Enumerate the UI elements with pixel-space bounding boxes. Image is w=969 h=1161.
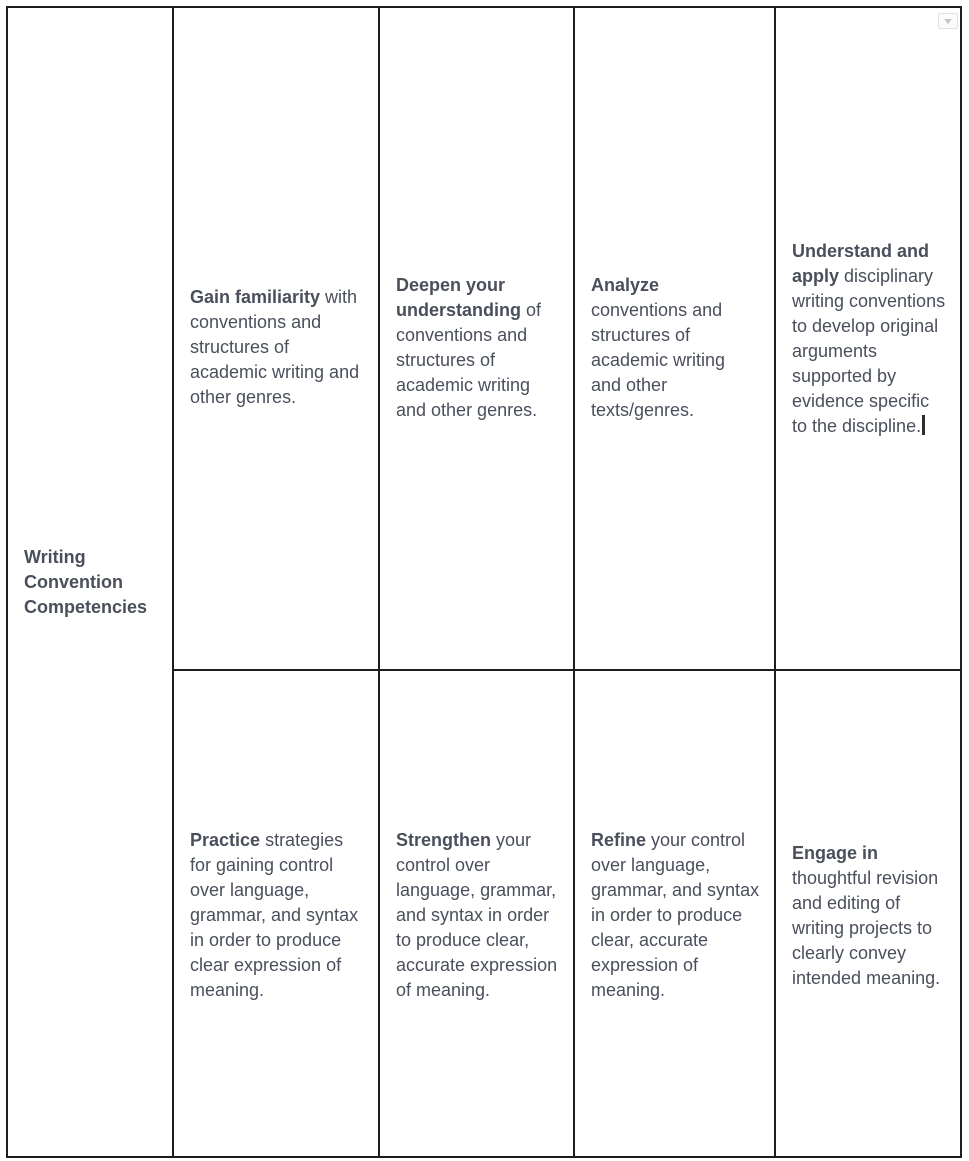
table-cell[interactable]	[775, 670, 961, 1157]
row-header-cell[interactable]	[7, 7, 173, 1157]
table-row	[7, 7, 961, 670]
table-cell[interactable]	[173, 670, 379, 1157]
text-caret	[922, 415, 925, 435]
cell-menu-button[interactable]	[938, 13, 958, 29]
table-cell[interactable]	[574, 7, 775, 670]
table-cell[interactable]	[379, 670, 574, 1157]
table-cell[interactable]	[574, 670, 775, 1157]
cell-text: disciplinary writing conventions to develop original arguments supported by evidence specific to the discipline.	[792, 265, 946, 436]
cell-keyword: Refine	[591, 830, 647, 850]
cell-keyword: Practice	[190, 830, 261, 850]
table-cell[interactable]	[775, 7, 961, 670]
chevron-down-icon	[944, 19, 952, 24]
cell-keyword: Deepen your understanding	[396, 274, 521, 320]
cell-text: of conventions and structures of academic writing and other genres.	[396, 299, 542, 420]
cell-text: thoughtful revision and editing of writing projects to clearly convey intended meaning.	[792, 867, 941, 988]
cell-text: conventions and structures of academic writing and other texts/genres.	[591, 299, 726, 420]
cell-keyword: Analyze	[591, 274, 660, 295]
cell-text: your control over language, grammar, and syntax in order to produce clear, accurate expression of meaning.	[591, 830, 760, 1000]
cell-keyword: Engage in	[792, 842, 879, 863]
competency-table	[6, 6, 962, 1158]
cell-keyword: Understand and apply	[792, 240, 930, 286]
table-cell[interactable]	[173, 7, 379, 670]
table-cell[interactable]	[379, 7, 574, 670]
cell-keyword: Gain familiarity	[190, 287, 321, 307]
cell-text: strategies for gaining control over language, grammar, and syntax in order to produce clear expression of meaning.	[190, 830, 359, 1000]
cell-text: with conventions and structures of academic writing and other genres.	[190, 287, 360, 407]
row-header-label: Writing Convention Competencies	[24, 546, 148, 617]
cell-text: your control over language, grammar, and syntax in order to produce clear, accurate expression of meaning.	[396, 830, 558, 1000]
cell-keyword: Strengthen	[396, 830, 492, 850]
